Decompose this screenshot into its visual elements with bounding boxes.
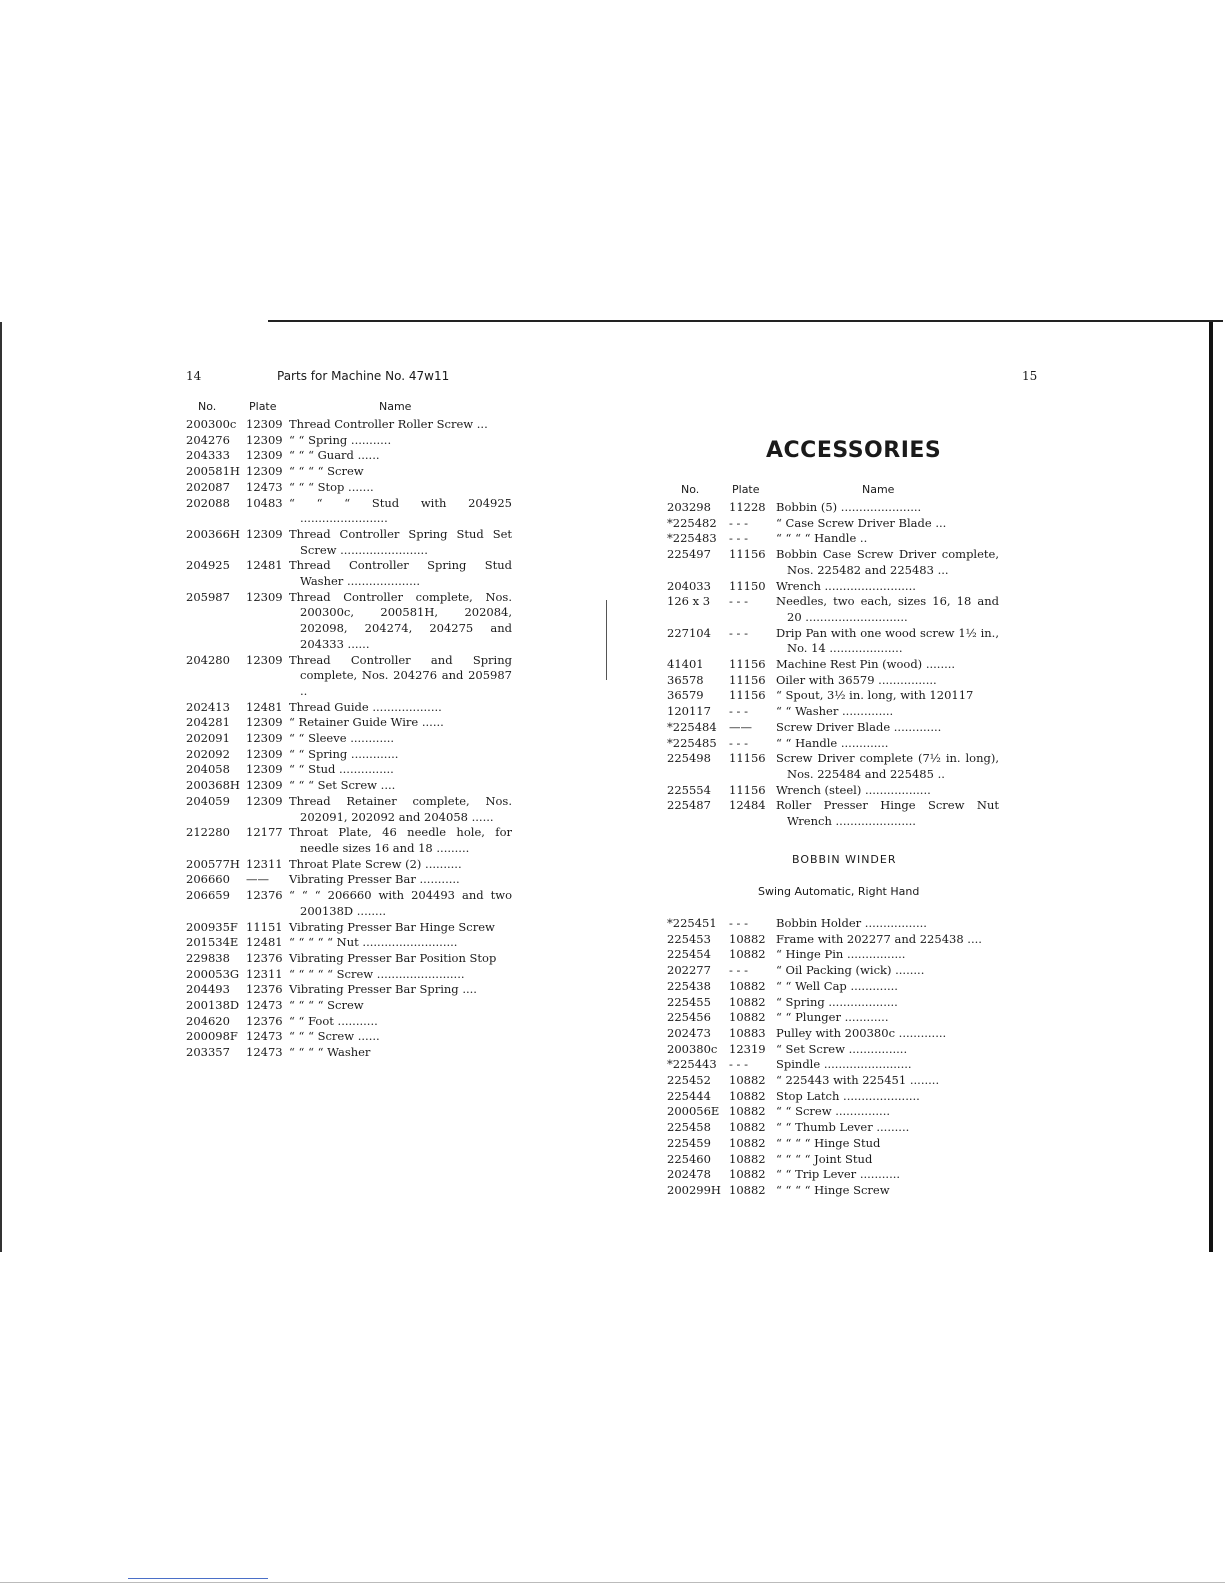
plate-number: 10882	[729, 1104, 766, 1119]
plate-number: 10882	[729, 1182, 766, 1197]
plate-number: 12376	[246, 1013, 283, 1028]
plate-number: 10882	[729, 1010, 766, 1025]
parts-row	[186, 731, 512, 747]
part-name: “ “ Sleeve ............	[289, 731, 395, 746]
plate-number: 12309	[246, 432, 283, 447]
part-number: 202277	[667, 963, 711, 978]
part-name: “ “ Plunger ............	[776, 1010, 889, 1025]
plate-number: 12484	[729, 798, 766, 813]
plate-number: - - -	[729, 1057, 748, 1072]
part-name: Thread Controller Spring Stud Set Screw ........................	[289, 526, 512, 557]
part-name: “ “ “ Guard ......	[289, 448, 380, 463]
plate-number: 12311	[246, 856, 283, 871]
part-name: “ “ Stud ...............	[289, 762, 394, 777]
part-number: 225453	[667, 931, 711, 946]
parts-row	[186, 920, 512, 936]
plate-number: - - -	[729, 916, 748, 930]
parts-row	[186, 857, 512, 873]
parts-row	[667, 947, 999, 963]
part-name: “ “ “ Stop .......	[289, 479, 374, 494]
plate-number: 10882	[729, 1120, 766, 1135]
plate-number: - - -	[729, 704, 748, 719]
part-name: Machine Rest Pin (wood) ........	[776, 657, 956, 672]
part-number: 200098F	[186, 1029, 238, 1044]
part-number: 205987	[186, 589, 230, 604]
subheading: BOBBIN WINDER	[792, 853, 897, 866]
part-number: 203298	[667, 500, 711, 514]
plate-number: ——	[246, 872, 269, 887]
part-number: 229838	[186, 950, 230, 965]
parts-row	[186, 872, 512, 888]
part-number: 227104	[667, 625, 711, 640]
part-name: “ “ Handle .............	[776, 735, 889, 750]
plate-number: 12309	[246, 762, 283, 777]
part-number: 225498	[667, 751, 711, 766]
parts-row	[667, 995, 999, 1011]
part-name: Thread Controller complete, Nos. 200300c, 200581H, 202084, 202098, 204274, 204275 and 204333 ......	[289, 589, 512, 651]
part-number: 204333	[186, 448, 230, 463]
part-name: Drip Pan with one wood screw 1½ in., No. 14 ....................	[776, 625, 999, 656]
part-number: 204620	[186, 1013, 230, 1028]
part-name: “ “ “ Screw ......	[289, 1029, 380, 1044]
plate-number: - - -	[729, 963, 748, 978]
part-name: Vibrating Presser Bar Position Stop	[289, 950, 497, 965]
part-name: Thread Controller Spring Stud Washer ....................	[289, 558, 512, 589]
part-number: 202473	[667, 1025, 711, 1040]
part-name: “ 225443 with 225451 ........	[776, 1073, 940, 1088]
parts-row	[667, 516, 999, 532]
plate-number: - - -	[729, 515, 748, 530]
parts-row	[667, 500, 999, 516]
part-number: 212280	[186, 825, 230, 840]
part-name: “ “ “ “ Screw	[289, 464, 364, 479]
part-number: 202092	[186, 746, 230, 761]
part-number: 206660	[186, 872, 230, 887]
part-number: 202091	[186, 731, 230, 746]
parts-row	[186, 951, 512, 967]
bobbin-winder-list	[667, 916, 999, 1199]
parts-row	[667, 1026, 999, 1042]
col-header-name: Name	[862, 483, 895, 496]
parts-row	[186, 417, 512, 433]
top-rule	[268, 320, 1223, 322]
part-name: “ Hinge Pin ................	[776, 947, 906, 962]
part-name: Throat Plate, 46 needle hole, for needle sizes 16 and 18 .........	[289, 825, 512, 855]
part-number: 200368H	[186, 778, 240, 793]
part-name: Stop Latch .....................	[776, 1088, 920, 1103]
part-number: 126 x 3	[667, 594, 711, 609]
parts-row	[667, 1167, 999, 1183]
part-number: 36578	[667, 672, 704, 687]
col-header-no: No.	[198, 400, 217, 413]
part-name: “ “ “ “ Washer	[289, 1045, 371, 1060]
part-name: “ “ Thumb Lever .........	[776, 1120, 910, 1135]
part-number: 225444	[667, 1088, 711, 1103]
parts-row	[186, 433, 512, 449]
parts-row	[667, 1073, 999, 1089]
plate-number: 12376	[246, 950, 283, 965]
part-number: 204280	[186, 652, 230, 667]
part-number: 204059	[186, 793, 230, 808]
left-edge-rule	[0, 322, 2, 1252]
part-number: 201534E	[186, 935, 239, 950]
plate-number: 10882	[729, 947, 766, 962]
part-name: Vibrating Presser Bar Hinge Screw	[289, 919, 495, 934]
plate-number: 10882	[729, 1135, 766, 1150]
parts-row	[186, 448, 512, 464]
part-number: 203357	[186, 1045, 230, 1060]
parts-row	[667, 798, 999, 829]
part-name: “ “ “ “ “ Screw ........................	[289, 966, 465, 981]
right-edge-rule	[1209, 322, 1213, 1252]
part-name: Screw Driver complete (7½ in. long), Nos. 225484 and 225485 ..	[776, 751, 999, 781]
parts-row	[667, 736, 999, 752]
parts-row	[667, 688, 999, 704]
sub-subheading: Swing Automatic, Right Hand	[758, 885, 920, 898]
plate-number: 12376	[246, 982, 283, 997]
parts-row	[667, 720, 999, 736]
part-number: 225438	[667, 978, 711, 993]
parts-row	[667, 979, 999, 995]
part-name: Needles, two each, sizes 16, 18 and 20 ............................	[776, 594, 999, 624]
plate-number: 12309	[246, 793, 283, 808]
plate-number: 11156	[729, 751, 766, 766]
plate-number: - - -	[729, 594, 748, 609]
parts-row	[186, 1045, 512, 1061]
part-name: Vibrating Presser Bar Spring ....	[289, 982, 477, 997]
part-number: 204058	[186, 762, 230, 777]
parts-row	[186, 747, 512, 763]
plate-number: 12481	[246, 699, 283, 714]
part-number: 225454	[667, 947, 711, 962]
part-name: “ “ Spring ...........	[289, 432, 392, 447]
parts-row	[186, 982, 512, 998]
part-name: “ Retainer Guide Wire ......	[289, 715, 444, 730]
part-number: 225456	[667, 1010, 711, 1025]
part-number: 41401	[667, 657, 704, 672]
plate-number: 10882	[729, 1167, 766, 1182]
part-number: 225459	[667, 1135, 711, 1150]
part-number: 204925	[186, 558, 230, 573]
part-name: Roller Presser Hinge Screw Nut Wrench ......................	[776, 798, 999, 829]
parts-row	[667, 751, 999, 782]
part-number: 200366H	[186, 526, 240, 541]
part-name: “ “ Washer ..............	[776, 704, 894, 719]
part-number: 202087	[186, 479, 230, 494]
part-number: 200581H	[186, 464, 240, 479]
parts-row	[667, 783, 999, 799]
parts-row	[667, 531, 999, 547]
plate-number: 12311	[246, 966, 283, 981]
plate-number: 12309	[246, 652, 283, 667]
part-number: 204033	[667, 578, 711, 593]
parts-row	[667, 626, 999, 657]
part-name: Vibrating Presser Bar ...........	[289, 872, 460, 887]
col-header-plate: Plate	[732, 483, 760, 496]
plate-number: 10882	[729, 994, 766, 1009]
part-number: 204493	[186, 982, 230, 997]
parts-row	[667, 1152, 999, 1168]
bottom-rule	[0, 1582, 1225, 1583]
col-header-no: No.	[681, 483, 700, 496]
part-number: 225554	[667, 782, 711, 797]
plate-number: 12481	[246, 935, 283, 950]
parts-row	[186, 527, 512, 558]
plate-number: 12376	[246, 888, 283, 903]
part-name: “ “ “ “ Hinge Stud	[776, 1135, 881, 1150]
parts-row	[186, 762, 512, 778]
part-number: 225460	[667, 1151, 711, 1166]
part-number: 200577H	[186, 856, 240, 871]
part-name: “ Set Screw ................	[776, 1041, 908, 1056]
parts-row	[186, 558, 512, 589]
parts-row	[667, 1057, 999, 1073]
parts-row	[667, 1183, 999, 1199]
plate-number: 11156	[729, 782, 766, 797]
plate-number: 12177	[246, 825, 283, 840]
part-name: “ “ “ Set Screw ....	[289, 778, 396, 793]
part-name: Spindle ........................	[776, 1057, 912, 1072]
plate-number: 10882	[729, 1088, 766, 1103]
plate-number: 12319	[729, 1041, 766, 1056]
plate-number: 12309	[246, 715, 283, 730]
part-name: “ “ “ Stud with 204925 ........................	[289, 495, 512, 526]
part-name: Frame with 202277 and 225438 ....	[776, 931, 982, 946]
plate-number: 12309	[246, 448, 283, 463]
plate-number: 12309	[246, 589, 283, 604]
parts-row	[186, 794, 512, 825]
part-name: “ “ “ “ Joint Stud	[776, 1151, 873, 1166]
part-name: Thread Controller and Spring complete, Nos. 204276 and 205987 ..	[289, 652, 512, 698]
plate-number: 11156	[729, 657, 766, 672]
part-number: *225483	[667, 531, 717, 546]
parts-row	[667, 1089, 999, 1105]
part-number: *225485	[667, 735, 717, 750]
part-name: “ “ “ “ “ Nut ..........................	[289, 935, 458, 950]
part-number: *225484	[667, 719, 717, 734]
parts-row	[186, 480, 512, 496]
part-name: Wrench .........................	[776, 578, 916, 593]
part-name: “ Spout, 3½ in. long, with 120117	[776, 688, 974, 703]
parts-row	[667, 932, 999, 948]
parts-row	[186, 778, 512, 794]
plate-number: 12473	[246, 1029, 283, 1044]
parts-row	[667, 673, 999, 689]
parts-row	[667, 547, 999, 578]
part-name: “ “ “ 206660 with 204493 and two 200138D ........	[289, 888, 512, 918]
part-number: 200380c	[667, 1041, 718, 1056]
plate-number: 12481	[246, 558, 283, 573]
left-parts-list	[186, 417, 512, 1061]
part-number: 204281	[186, 715, 230, 730]
part-number: *225482	[667, 515, 717, 530]
section-title: ACCESSORIES	[766, 438, 942, 463]
plate-number: - - -	[729, 625, 748, 640]
plate-number: 12309	[246, 464, 283, 479]
part-name: Throat Plate Screw (2) ..........	[289, 856, 462, 871]
part-number: 204276	[186, 432, 230, 447]
part-number: *225451	[667, 916, 717, 930]
part-name: Bobbin Case Screw Driver complete, Nos. 225482 and 225483 ...	[776, 547, 999, 577]
plate-number: ——	[729, 719, 752, 734]
part-number: 200056E	[667, 1104, 720, 1119]
plate-number: 10882	[729, 931, 766, 946]
part-number: 225497	[667, 547, 711, 562]
col-header-plate: Plate	[249, 400, 277, 413]
plate-number: 12473	[246, 479, 283, 494]
part-number: 225455	[667, 994, 711, 1009]
part-number: 200138D	[186, 998, 240, 1013]
part-number: 225452	[667, 1073, 711, 1088]
page-number-right: 15	[1022, 369, 1038, 383]
part-name: Pulley with 200380c .............	[776, 1025, 947, 1040]
plate-number: 10882	[729, 978, 766, 993]
parts-row	[186, 998, 512, 1014]
plate-number: - - -	[729, 531, 748, 546]
part-name: “ “ “ “ Hinge Screw	[776, 1182, 890, 1197]
parts-row	[186, 653, 512, 700]
part-name: Oiler with 36579 ................	[776, 672, 937, 687]
part-name: “ Case Screw Driver Blade ...	[776, 515, 947, 530]
plate-number: 10882	[729, 1151, 766, 1166]
plate-number: 11150	[729, 578, 766, 593]
parts-row	[667, 916, 999, 932]
part-name: Thread Controller Roller Screw ...	[289, 417, 488, 431]
plate-number: - - -	[729, 735, 748, 750]
parts-row	[186, 590, 512, 653]
accessories-list	[667, 500, 999, 830]
page-number-left: 14	[186, 369, 202, 383]
parts-row	[667, 963, 999, 979]
plate-number: 11156	[729, 688, 766, 703]
part-name: “ “ Screw ...............	[776, 1104, 891, 1119]
plate-number: 11151	[246, 919, 283, 934]
part-number: 200299H	[667, 1182, 721, 1197]
plate-number: 11228	[729, 500, 766, 514]
plate-number: 10483	[246, 495, 283, 510]
part-name: Wrench (steel) ..................	[776, 782, 931, 797]
parts-row	[667, 704, 999, 720]
parts-row	[667, 657, 999, 673]
part-number: 202088	[186, 495, 230, 510]
part-name: “ “ Foot ...........	[289, 1013, 378, 1028]
part-number: 202413	[186, 699, 230, 714]
parts-row	[667, 1010, 999, 1026]
parts-row	[186, 700, 512, 716]
col-header-name: Name	[379, 400, 412, 413]
parts-row	[667, 594, 999, 625]
plate-number: 11156	[729, 672, 766, 687]
part-number: 202478	[667, 1167, 711, 1182]
part-name: Screw Driver Blade .............	[776, 719, 942, 734]
part-name: “ Spring ...................	[776, 994, 898, 1009]
parts-row	[186, 888, 512, 919]
plate-number: 12309	[246, 731, 283, 746]
part-name: Thread Retainer complete, Nos. 202091, 202092 and 204058 ......	[289, 793, 512, 824]
plate-number: 12309	[246, 746, 283, 761]
parts-row	[186, 715, 512, 731]
plate-number: 11156	[729, 547, 766, 562]
part-number: *225443	[667, 1057, 717, 1072]
part-name: “ “ “ “ Handle ..	[776, 531, 868, 546]
part-name: “ “ Trip Lever ...........	[776, 1167, 901, 1182]
part-name: Bobbin (5) ......................	[776, 500, 922, 514]
part-number: 225458	[667, 1120, 711, 1135]
part-number: 200300c	[186, 417, 237, 431]
part-number: 200935F	[186, 919, 238, 934]
part-number: 200053G	[186, 966, 240, 981]
gutter-mark	[606, 600, 607, 680]
plate-number: 12309	[246, 778, 283, 793]
plate-number: 12473	[246, 998, 283, 1013]
plate-number: 12473	[246, 1045, 283, 1060]
part-name: “ “ Spring .............	[289, 746, 399, 761]
parts-row	[186, 496, 512, 527]
part-name: “ “ “ “ Screw	[289, 998, 364, 1013]
parts-row	[667, 1104, 999, 1120]
parts-row	[667, 1136, 999, 1152]
bottom-link-line	[128, 1578, 268, 1579]
plate-number: 12309	[246, 417, 283, 431]
parts-row	[186, 825, 512, 856]
parts-row	[667, 579, 999, 595]
part-number: 225487	[667, 798, 711, 813]
plate-number: 10882	[729, 1073, 766, 1088]
parts-row	[186, 967, 512, 983]
part-number: 36579	[667, 688, 704, 703]
part-name: Bobbin Holder .................	[776, 916, 927, 930]
running-head: Parts for Machine No. 47w11	[277, 369, 450, 383]
parts-row	[186, 935, 512, 951]
part-name: “ “ Well Cap .............	[776, 978, 898, 993]
parts-row	[186, 1029, 512, 1045]
plate-number: 12309	[246, 526, 283, 541]
part-name: Thread Guide ...................	[289, 699, 442, 714]
parts-row	[667, 1042, 999, 1058]
parts-row	[186, 464, 512, 480]
plate-number: 10883	[729, 1025, 766, 1040]
part-number: 206659	[186, 888, 230, 903]
part-name: “ Oil Packing (wick) ........	[776, 963, 925, 978]
parts-row	[667, 1120, 999, 1136]
parts-row	[186, 1014, 512, 1030]
part-number: 120117	[667, 704, 711, 719]
